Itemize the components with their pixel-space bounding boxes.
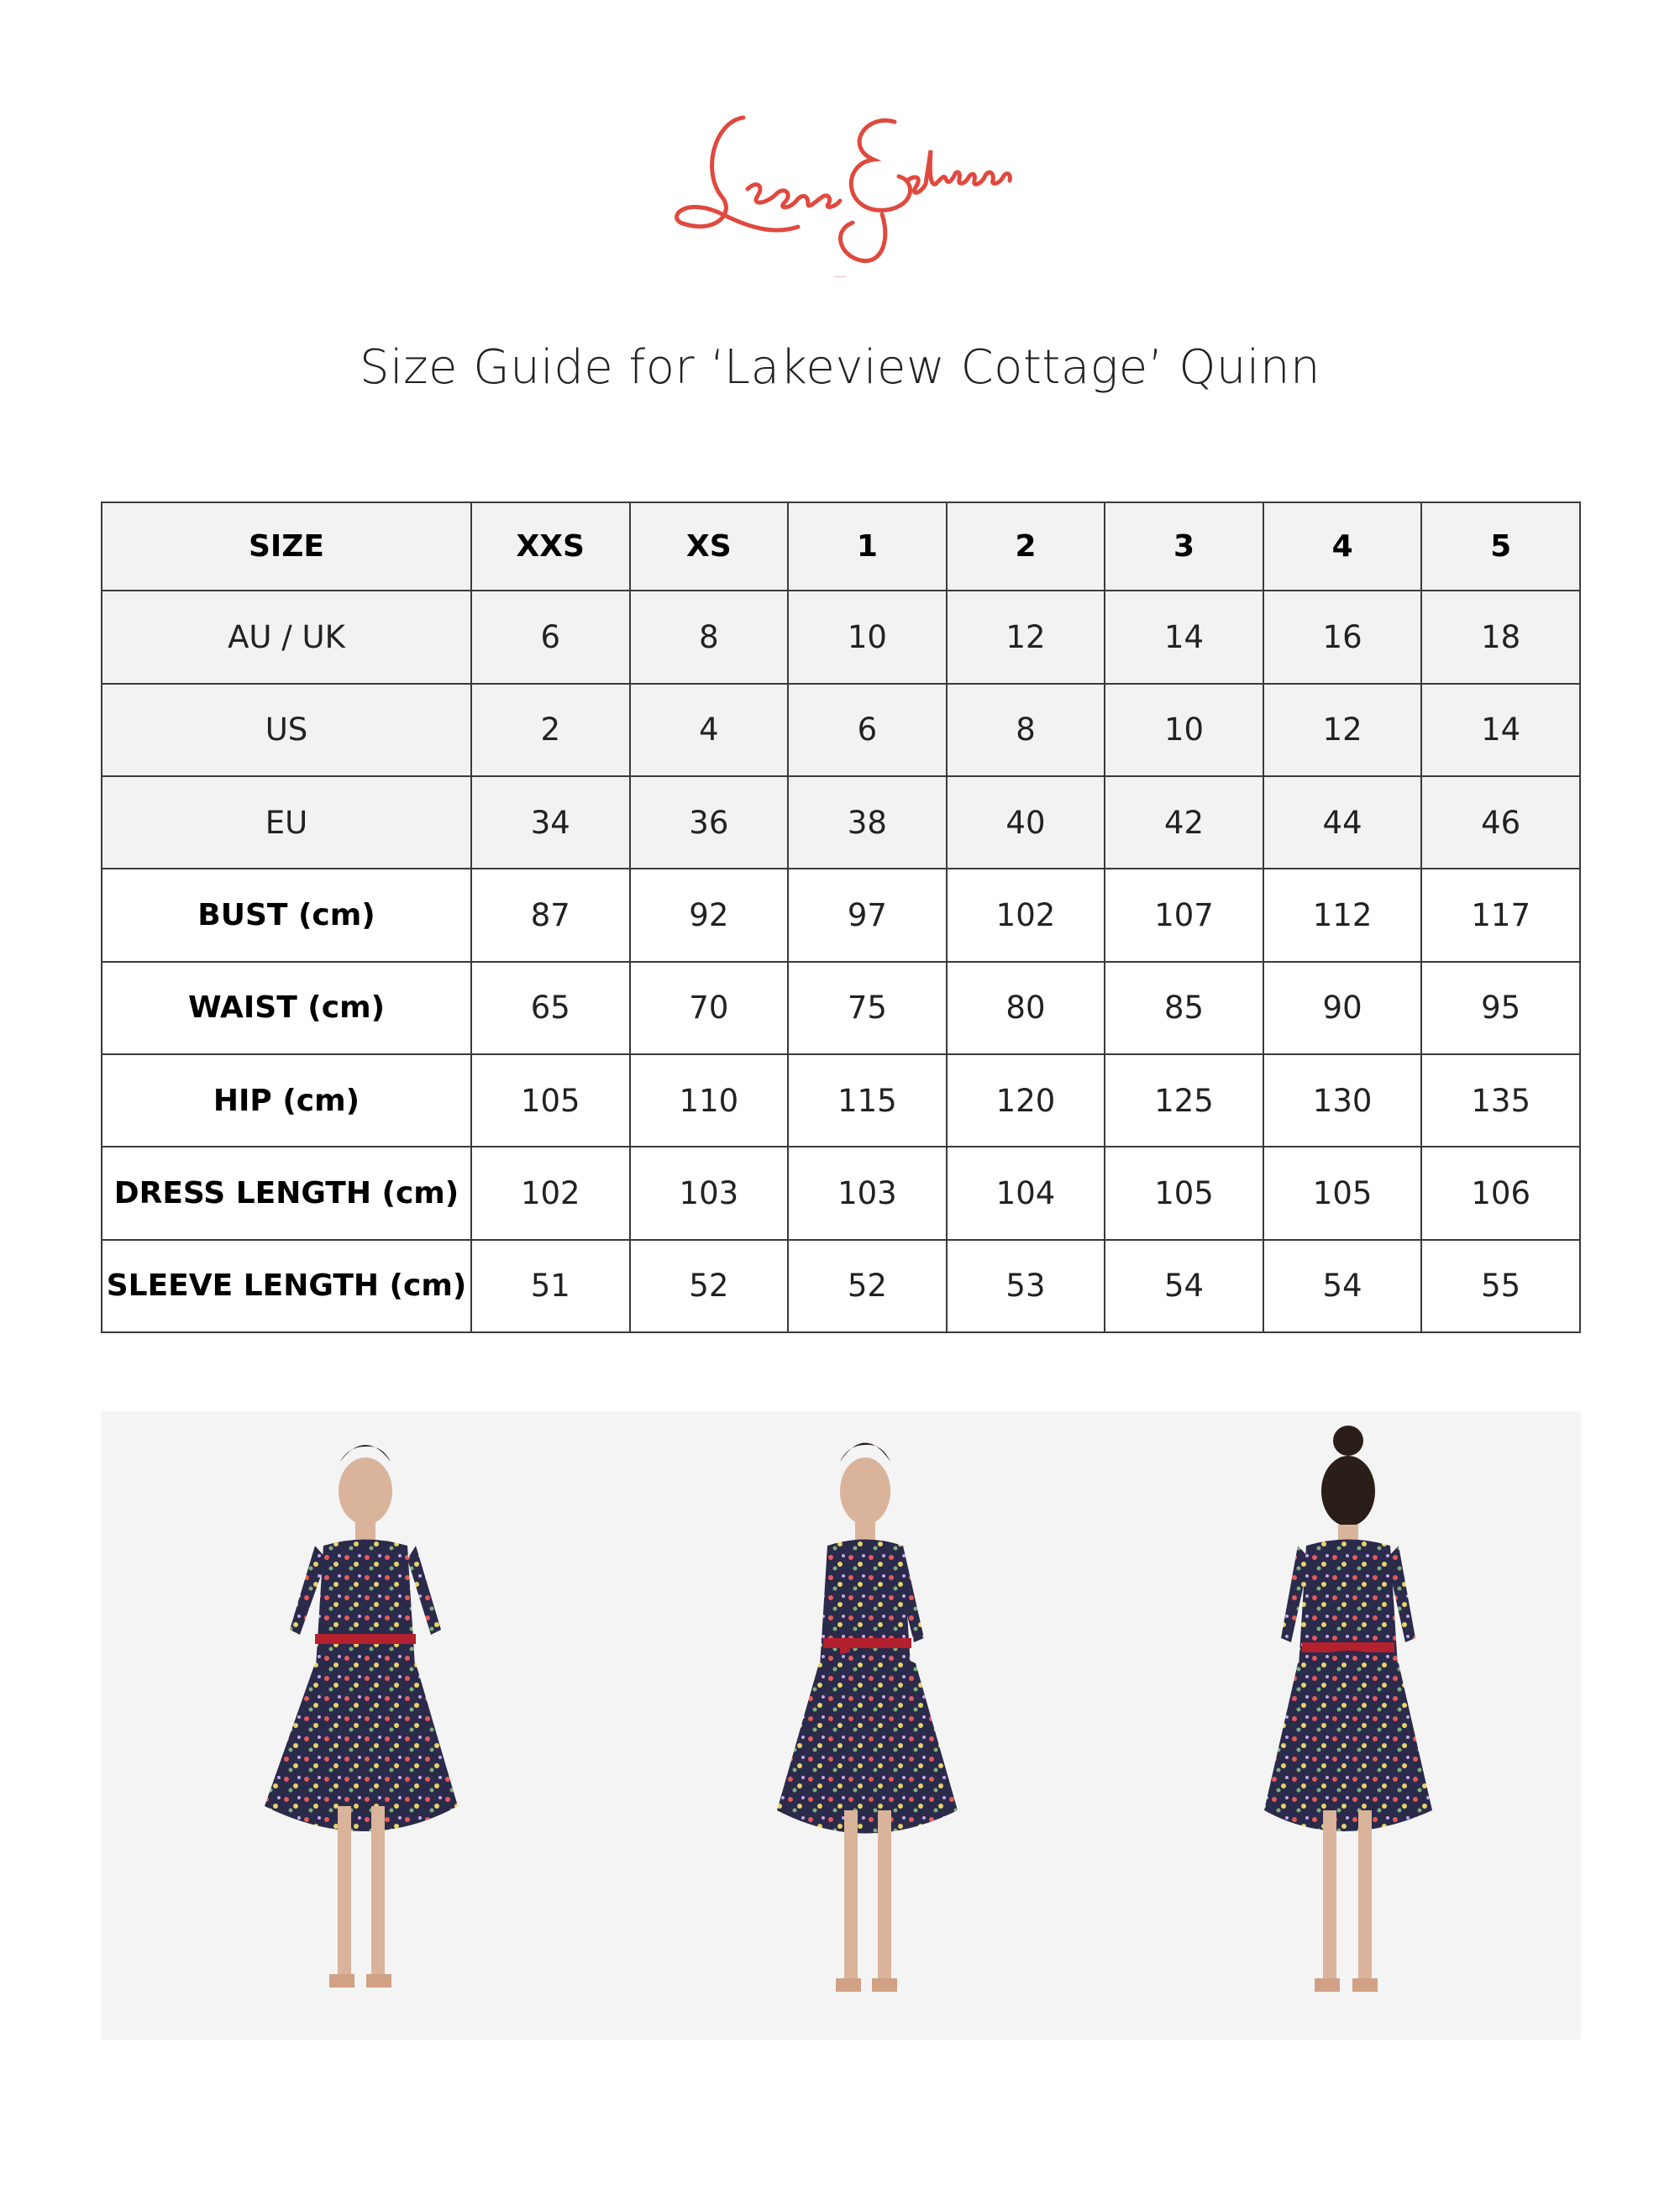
table-cell: 8 <box>947 684 1105 776</box>
row-label: US <box>102 684 471 776</box>
header-size-4: 4 <box>1263 502 1422 591</box>
header-size-3: 3 <box>1105 502 1263 591</box>
table-cell: 4 <box>630 684 789 776</box>
table-cell: 85 <box>1105 962 1263 1054</box>
page-title: Size Guide for ‘Lakeview Cottage’ Quinn <box>360 340 1320 395</box>
table-cell: 105 <box>1263 1147 1422 1239</box>
table-cell: 12 <box>947 591 1105 683</box>
table-cell: 54 <box>1263 1240 1422 1332</box>
table-cell: 53 <box>947 1240 1105 1332</box>
model-front-view <box>265 1445 458 1988</box>
table-cell: 102 <box>947 869 1105 961</box>
table-cell: 52 <box>630 1240 789 1332</box>
table-row <box>102 962 1580 1054</box>
row-label: WAIST (cm) <box>102 962 471 1054</box>
table-row <box>102 591 1580 683</box>
table-cell: 10 <box>1105 684 1263 776</box>
row-label: BUST (cm) <box>102 869 471 961</box>
header-size-2: 2 <box>947 502 1105 591</box>
table-cell: 102 <box>471 1147 630 1239</box>
table-cell: 105 <box>471 1054 630 1147</box>
table-cell: 46 <box>1421 776 1580 869</box>
table-cell: 104 <box>947 1147 1105 1239</box>
header-size-5: 5 <box>1421 502 1580 591</box>
table-cell: 115 <box>788 1054 947 1147</box>
table-row <box>102 1240 1580 1332</box>
table-cell: 42 <box>1105 776 1263 869</box>
table-cell: 105 <box>1105 1147 1263 1239</box>
table-cell: 117 <box>1421 869 1580 961</box>
model-side-view <box>777 1443 958 1993</box>
table-cell: 103 <box>630 1147 789 1239</box>
header-size-xxs: XXS <box>471 502 630 591</box>
model-photo-strip <box>101 1411 1581 2040</box>
table-cell: 14 <box>1105 591 1263 683</box>
table-cell: 18 <box>1421 591 1580 683</box>
table-cell: 16 <box>1263 591 1422 683</box>
table-row <box>102 776 1580 869</box>
table-header-row <box>102 502 1580 591</box>
table-cell: 87 <box>471 869 630 961</box>
table-cell: 130 <box>1263 1054 1422 1147</box>
table-cell: 112 <box>1263 869 1422 961</box>
table-cell: 106 <box>1421 1147 1580 1239</box>
row-label: DRESS LENGTH (cm) <box>102 1147 471 1239</box>
table-cell: 36 <box>630 776 789 869</box>
table-cell: 6 <box>788 684 947 776</box>
table-cell: 51 <box>471 1240 630 1332</box>
table-cell: 80 <box>947 962 1105 1054</box>
table-cell: 14 <box>1421 684 1580 776</box>
table-cell: 135 <box>1421 1054 1580 1147</box>
table-cell: 75 <box>788 962 947 1054</box>
model-back-view <box>1264 1426 1432 1992</box>
table-cell: 92 <box>630 869 789 961</box>
table-cell: 65 <box>471 962 630 1054</box>
logo-text: Leona Edmiston <box>833 276 847 278</box>
row-label: HIP (cm) <box>102 1054 471 1147</box>
table-cell: 38 <box>788 776 947 869</box>
row-label: EU <box>102 776 471 869</box>
table-cell: 103 <box>788 1147 947 1239</box>
table-row <box>102 1147 1580 1239</box>
table-cell: 70 <box>630 962 789 1054</box>
table-cell: 95 <box>1421 962 1580 1054</box>
table-cell: 90 <box>1263 962 1422 1054</box>
table-cell: 120 <box>947 1054 1105 1147</box>
table-cell: 2 <box>471 684 630 776</box>
size-table <box>101 502 1581 1333</box>
brand-logo <box>664 97 1016 281</box>
table-cell: 55 <box>1421 1240 1580 1332</box>
row-label: SLEEVE LENGTH (cm) <box>102 1240 471 1332</box>
table-cell: 12 <box>1263 684 1422 776</box>
table-cell: 54 <box>1105 1240 1263 1332</box>
table-cell: 40 <box>947 776 1105 869</box>
table-row <box>102 869 1580 961</box>
table-cell: 110 <box>630 1054 789 1147</box>
table-cell: 8 <box>630 591 789 683</box>
table-cell: 97 <box>788 869 947 961</box>
header-size-1: 1 <box>788 502 947 591</box>
header-size-label: SIZE <box>102 502 471 591</box>
table-cell: 10 <box>788 591 947 683</box>
table-cell: 44 <box>1263 776 1422 869</box>
table-cell: 107 <box>1105 869 1263 961</box>
row-label: AU / UK <box>102 591 471 683</box>
table-cell: 6 <box>471 591 630 683</box>
table-row <box>102 1054 1580 1147</box>
table-cell: 125 <box>1105 1054 1263 1147</box>
table-cell: 52 <box>788 1240 947 1332</box>
table-row <box>102 684 1580 776</box>
table-cell: 34 <box>471 776 630 869</box>
header-size-xs: XS <box>630 502 789 591</box>
